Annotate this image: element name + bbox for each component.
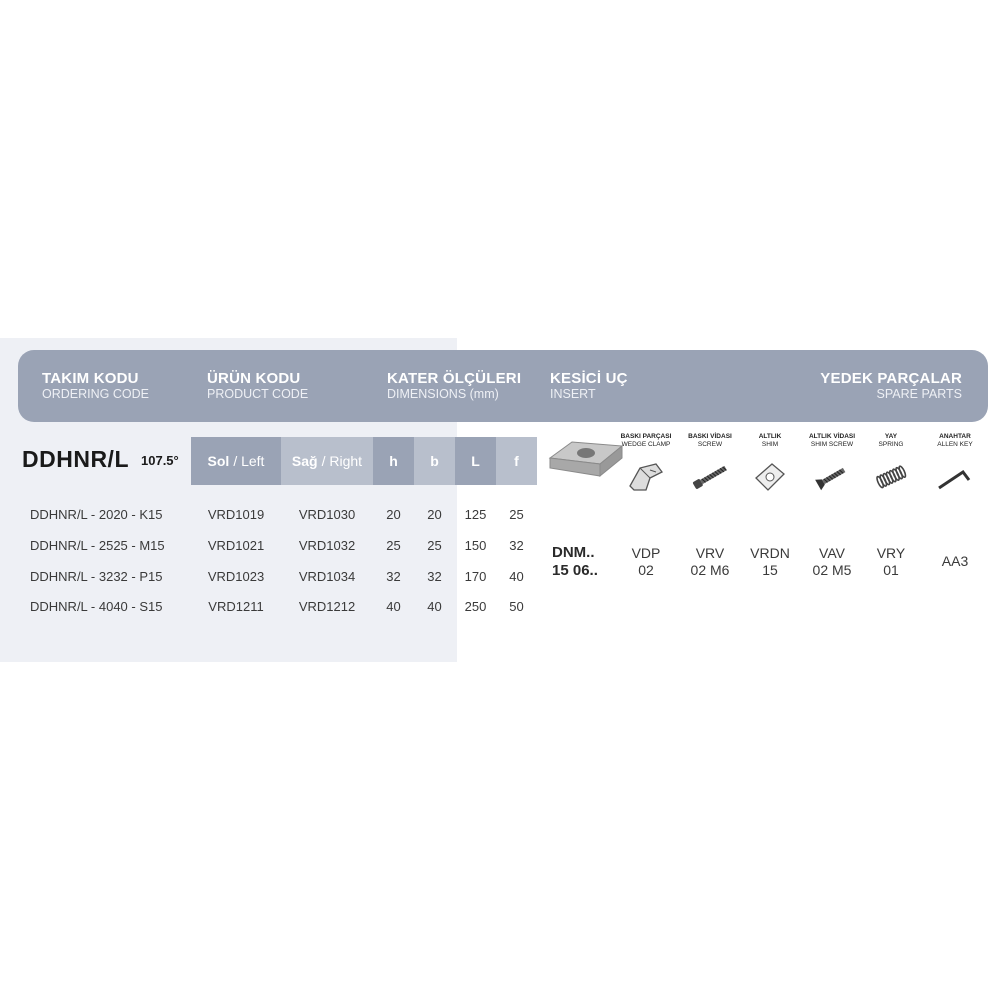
insert-icon [546,436,624,482]
subheader-left [191,437,281,485]
table-header-bar [18,350,988,422]
cell-l: 125 [464,507,487,522]
cell-left: VRD1211 [208,599,264,614]
header-ordering-code [42,370,149,402]
spare-part-code-line2: 15 [762,562,778,578]
spare-part-name-en: SPRING [878,441,904,448]
spare-part-label [859,433,923,449]
screw-icon [690,460,730,499]
cell-right: VRD1030 [298,507,356,522]
spare-part-code-line2: 02 M5 [812,562,852,578]
spare-part-code-line1: VRDN [750,545,790,561]
cell-right: VRD1034 [298,569,356,584]
model-name: DDHNR/L [22,446,129,472]
spare-part-name-tr: ALTLIK VİDASI [808,433,856,440]
header-product-en: PRODUCT CODE [207,387,309,401]
insert-code-line2: 15 06.. [552,562,598,579]
spare-part-name-en: SHIM SCREW [810,441,854,448]
spare-part-label [678,433,742,449]
header-spare-tr: YEDEK PARÇALAR [820,370,962,387]
cell-h: 40 [386,599,401,614]
header-product-code [207,370,308,402]
spare-part-name-tr: ANAHTAR [939,433,971,440]
spare-part-code [614,545,678,579]
cell-code: DDHNR/L - 2020 - K15 [30,507,163,522]
cell-f: 50 [509,599,524,614]
cell-b: 40 [427,599,442,614]
header-insert-en: INSERT [550,387,596,401]
header-ordering-en: ORDERING CODE [42,387,149,401]
cell-f: 32 [509,538,524,553]
spare-part-label [738,433,802,449]
spare-part-code [859,545,923,579]
subheader-left-rest: / Left [233,453,265,469]
cell-code: DDHNR/L - 2525 - M15 [30,538,165,553]
cell-b: 32 [427,569,442,584]
spare-part-code-line1: VRV [695,545,725,561]
spare-part-name-en: ALLEN KEY [937,441,973,448]
header-dimensions [387,370,521,402]
cell-l: 150 [464,538,487,553]
header-dimensions-en: DIMENSIONS (mm) [387,387,499,401]
header-product-tr: ÜRÜN KODU [207,370,301,387]
cell-h: 20 [386,507,401,522]
spare-part-name-tr: BASKI PARÇASI [620,433,672,440]
cell-l: 250 [464,599,487,614]
spring-icon [871,460,911,499]
spare-part-code-line2: 02 [638,562,654,578]
header-dimensions-tr: KATER ÖLÇÜLERI [387,370,522,387]
spare-part-code [923,553,987,570]
spare-part-code [800,545,864,579]
spare-part-code-line1: VRY [876,545,906,561]
spare-part-name-tr: ALTLIK [758,433,782,440]
cell-h: 32 [386,569,401,584]
spare-part-name-en: SCREW [697,441,723,448]
cell-f: 25 [509,507,524,522]
subheader-left-bold: Sol [207,453,230,469]
cell-b: 25 [427,538,442,553]
subheader-f: f [496,437,537,485]
cell-right: VRD1212 [298,599,356,614]
spare-part-code-line2: 01 [883,562,899,578]
cell-b: 20 [427,507,442,522]
cell-code: DDHNR/L - 3232 - P15 [30,569,163,584]
spare-part-code [678,545,742,579]
insert-code [552,544,598,580]
spare-part-code-line1: VDP [631,545,661,561]
spare-part-code-line1: VAV [819,545,845,561]
shim-icon [750,460,790,499]
cell-right: VRD1032 [298,538,356,553]
spare-part-code-line1: AA3 [941,553,969,569]
cell-left: VRD1023 [207,569,265,584]
spare-part-name-tr: YAY [884,433,898,440]
shim-screw-icon [812,460,852,499]
spare-part-name-en: SHIM [761,441,779,448]
allen-key-icon [935,460,975,499]
header-insert-tr: KESİCİ UÇ [550,370,628,387]
subheader-right-bold: Sağ [291,453,318,469]
subheader-b: b [414,437,455,485]
header-spare-en: SPARE PARTS [876,387,962,401]
spare-part-label [800,433,864,449]
spare-part-name-tr: BASKI VİDASI [688,433,732,440]
cell-left: VRD1019 [207,507,265,522]
subheader-h: h [373,437,414,485]
cell-f: 40 [509,569,524,584]
insert-code-line1: DNM.. [552,544,595,561]
cell-code: DDHNR/L - 4040 - S15 [30,599,163,614]
subheader-right [281,437,373,485]
spare-part-label [923,433,987,449]
spare-part-label [614,433,678,449]
cell-h: 25 [386,538,401,553]
spare-part-code [738,545,802,579]
cell-left: VRD1021 [207,538,265,553]
cell-l: 170 [464,569,487,584]
spare-part-name-en: WEDGE CLAMP [621,441,671,448]
model-angle: 107.5° [141,453,179,468]
header-insert [550,370,628,402]
spare-part-code-line2: 02 M6 [690,562,730,578]
header-spare-parts [820,370,962,402]
wedge-clamp-icon [626,460,666,499]
subheader-L: L [455,437,496,485]
subheader-right-rest: / Right [321,453,363,469]
header-ordering-tr: TAKIM KODU [42,370,139,387]
